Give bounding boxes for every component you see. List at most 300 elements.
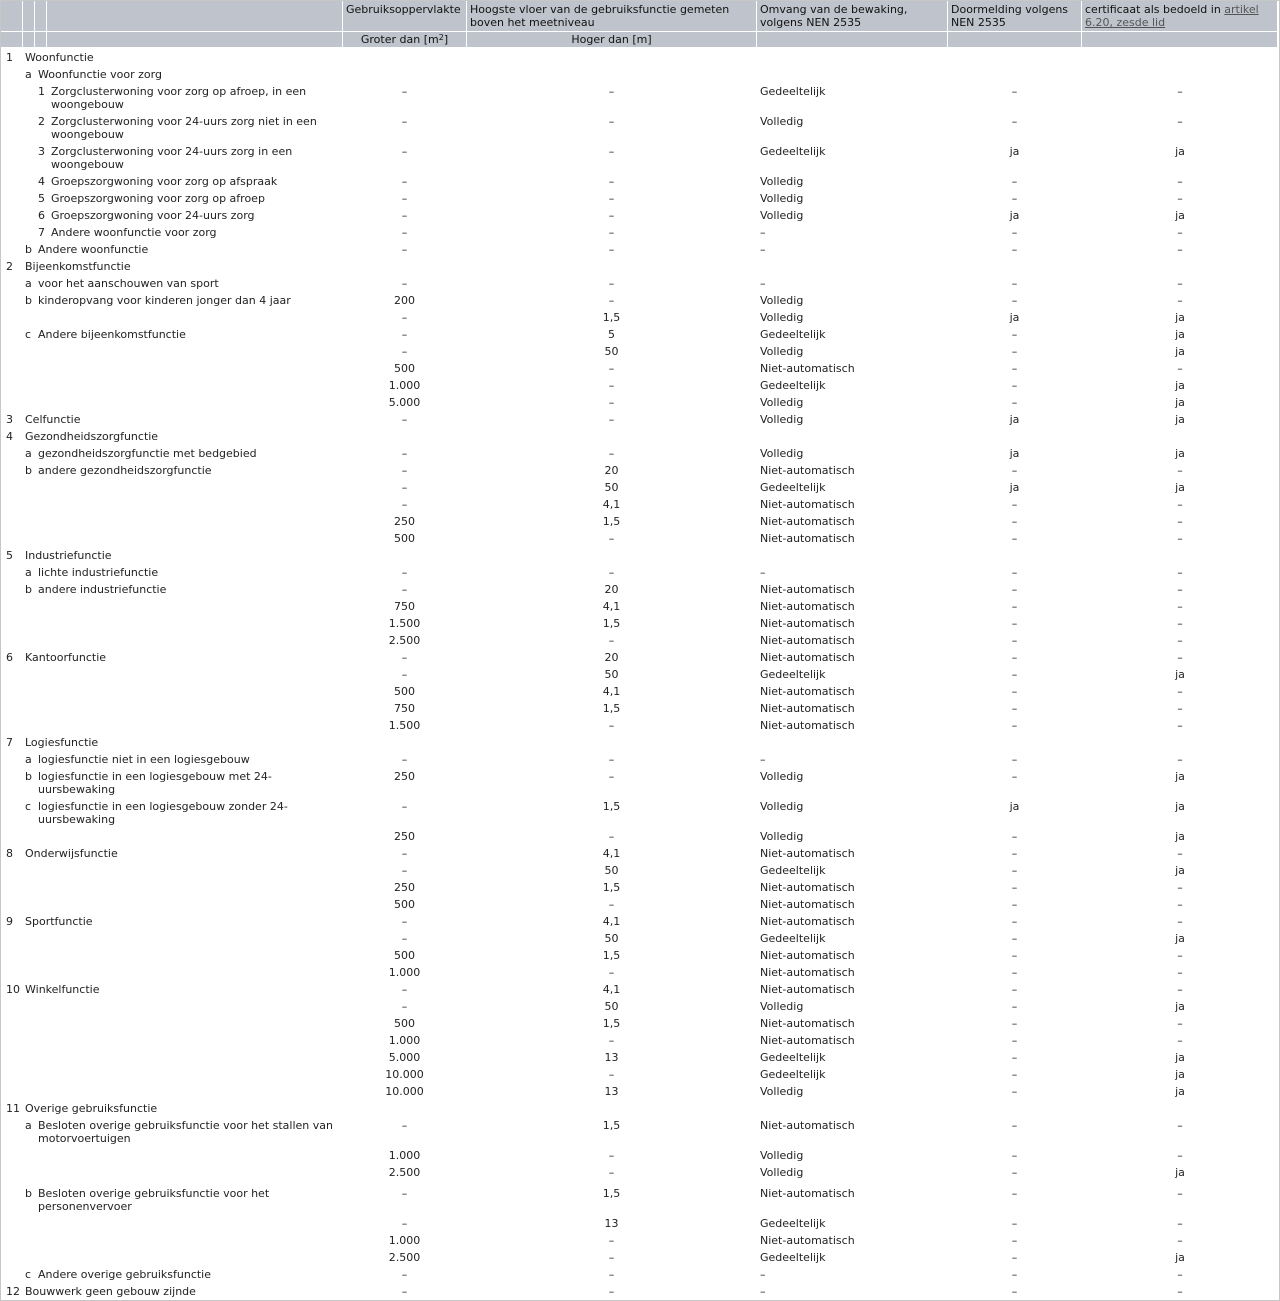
cell-omvang-bewaking: Niet-automatisch: [760, 583, 855, 596]
cell-gebruiksoppervlakte: –: [401, 209, 408, 222]
cell-certificaat: –: [1177, 115, 1183, 128]
cell-certificaat: ja: [1175, 328, 1185, 341]
cell-omvang-bewaking: Niet-automatisch: [760, 949, 855, 962]
subheader-blank-6: [948, 32, 1081, 47]
subheader-unit-text: Groter dan [m: [360, 33, 439, 46]
cell-omvang-bewaking: Gedeeltelijk: [760, 864, 826, 877]
cell-certificaat: –: [1177, 847, 1183, 860]
cell-certificaat: ja: [1175, 413, 1185, 426]
cell-gebruiksoppervlakte: 250: [394, 830, 415, 843]
cell-hoogste-vloer: –: [608, 115, 615, 128]
cell-hoogste-vloer: 5: [608, 328, 615, 341]
cell-doormelding: –: [1011, 277, 1018, 290]
row-number: b: [25, 583, 32, 596]
cell-omvang-bewaking: Volledig: [760, 1166, 804, 1179]
row-label: Gezondheidszorgfunctie: [25, 430, 159, 443]
cell-doormelding: ja: [1009, 447, 1020, 460]
cell-gebruiksoppervlakte: –: [401, 345, 408, 358]
row-label: Groepszorgwoning voor zorg op afroep: [51, 192, 265, 205]
row-number: a: [25, 566, 32, 579]
row-label: kinderopvang voor kinderen jonger dan 4 jaar: [38, 294, 291, 307]
cell-doormelding: –: [1011, 770, 1018, 783]
row-number: 3: [6, 413, 13, 426]
cell-omvang-bewaking: Volledig: [760, 345, 804, 358]
cell-certificaat: –: [1177, 226, 1183, 239]
row-number: 9: [6, 915, 13, 928]
cell-gebruiksoppervlakte: 250: [394, 515, 415, 528]
cell-gebruiksoppervlakte: 1.000: [388, 379, 421, 392]
cell-certificaat: –: [1177, 498, 1183, 511]
cell-doormelding: –: [1011, 85, 1018, 98]
row-label: gezondheidszorgfunctie met bedgebied: [38, 447, 257, 460]
cell-gebruiksoppervlakte: –: [401, 115, 408, 128]
cell-certificaat: –: [1177, 949, 1183, 962]
row-number: b: [25, 464, 32, 477]
cell-certificaat: –: [1177, 702, 1183, 715]
cell-gebruiksoppervlakte: –: [401, 915, 408, 928]
cell-doormelding: –: [1011, 915, 1018, 928]
cell-omvang-bewaking: Niet-automatisch: [760, 847, 855, 860]
cell-omvang-bewaking: –: [760, 1285, 766, 1298]
cell-certificaat: –: [1177, 532, 1183, 545]
row-label: Groepszorgwoning voor zorg op afspraak: [51, 175, 278, 188]
cell-gebruiksoppervlakte: 5.000: [388, 1051, 421, 1064]
cell-certificaat: –: [1177, 983, 1183, 996]
cell-omvang-bewaking: Niet-automatisch: [760, 1017, 855, 1030]
cell-hoogste-vloer: –: [608, 966, 615, 979]
cell-gebruiksoppervlakte: –: [401, 498, 408, 511]
cell-doormelding: –: [1011, 532, 1018, 545]
cell-doormelding: ja: [1009, 413, 1020, 426]
cell-gebruiksoppervlakte: –: [401, 243, 408, 256]
subheader-hoger-text: Hoger dan [m]: [571, 33, 652, 46]
cell-certificaat: ja: [1175, 1166, 1185, 1179]
cell-gebruiksoppervlakte: 2.500: [388, 1251, 421, 1264]
cell-doormelding: –: [1011, 226, 1018, 239]
cell-omvang-bewaking: Gedeeltelijk: [760, 481, 826, 494]
cell-doormelding: –: [1011, 192, 1018, 205]
cell-hoogste-vloer: 1,5: [602, 702, 621, 715]
cell-doormelding: –: [1011, 1051, 1018, 1064]
cell-hoogste-vloer: –: [608, 145, 615, 158]
cell-doormelding: –: [1011, 498, 1018, 511]
cell-gebruiksoppervlakte: –: [401, 447, 408, 460]
cell-gebruiksoppervlakte: –: [401, 1000, 408, 1013]
cell-hoogste-vloer: 4,1: [602, 983, 621, 996]
artikel-link[interactable]: artikel 6.20, zesde lid: [1085, 3, 1259, 29]
cell-certificaat: ja: [1175, 770, 1185, 783]
row-label: Woonfunctie voor zorg: [38, 68, 162, 81]
row-label: Groepszorgwoning voor 24-uurs zorg: [51, 209, 255, 222]
row-label: logiesfunctie niet in een logiesgebouw: [38, 753, 250, 766]
cell-certificaat: –: [1177, 915, 1183, 928]
cell-certificaat: –: [1177, 634, 1183, 647]
header-blank-4: [47, 1, 342, 31]
cell-gebruiksoppervlakte: –: [401, 583, 408, 596]
cell-hoogste-vloer: –: [608, 175, 615, 188]
cell-gebruiksoppervlakte: –: [401, 651, 408, 664]
cell-hoogste-vloer: 13: [604, 1051, 619, 1064]
cell-doormelding: –: [1011, 464, 1018, 477]
cell-hoogste-vloer: 50: [604, 1000, 619, 1013]
cell-certificaat: –: [1177, 362, 1183, 375]
cell-doormelding: –: [1011, 685, 1018, 698]
cell-certificaat: –: [1177, 1119, 1183, 1132]
cell-certificaat: –: [1177, 294, 1183, 307]
row-number: 4: [6, 430, 13, 443]
cell-hoogste-vloer: –: [608, 566, 615, 579]
cell-certificaat: –: [1177, 881, 1183, 894]
cell-gebruiksoppervlakte: –: [401, 192, 408, 205]
row-label: logiesfunctie in een logiesgebouw zonder 24-uursbewaking: [38, 800, 288, 826]
cell-certificaat: ja: [1175, 932, 1185, 945]
row-label: Besloten overige gebruiksfunctie voor het stallen van motorvoertuigen: [38, 1119, 333, 1145]
cell-hoogste-vloer: –: [608, 898, 615, 911]
cell-hoogste-vloer: –: [608, 362, 615, 375]
cell-certificaat: –: [1177, 753, 1183, 766]
cell-hoogste-vloer: 1,5: [602, 881, 621, 894]
row-label: Andere bijeenkomstfunctie: [38, 328, 186, 341]
cell-doormelding: –: [1011, 634, 1018, 647]
row-number: 7: [38, 226, 45, 239]
cell-hoogste-vloer: –: [608, 1034, 615, 1047]
cell-hoogste-vloer: –: [608, 447, 615, 460]
cell-omvang-bewaking: Gedeeltelijk: [760, 85, 826, 98]
subheader-blank-7: [1082, 32, 1277, 47]
cell-certificaat: ja: [1175, 481, 1185, 494]
cell-omvang-bewaking: Niet-automatisch: [760, 966, 855, 979]
cell-hoogste-vloer: 50: [604, 932, 619, 945]
subheader-blank-2: [23, 32, 34, 47]
header-doormelding: [948, 1, 1081, 31]
cell-hoogste-vloer: 4,1: [602, 847, 621, 860]
cell-hoogste-vloer: 20: [604, 464, 619, 477]
cell-doormelding: –: [1011, 583, 1018, 596]
cell-certificaat: –: [1177, 1187, 1183, 1200]
cell-gebruiksoppervlakte: –: [401, 932, 408, 945]
cell-gebruiksoppervlakte: –: [401, 85, 408, 98]
cell-hoogste-vloer: –: [608, 830, 615, 843]
cell-certificaat: –: [1177, 1149, 1183, 1162]
cell-omvang-bewaking: Volledig: [760, 1149, 804, 1162]
cell-omvang-bewaking: Niet-automatisch: [760, 464, 855, 477]
cell-doormelding: –: [1011, 1149, 1018, 1162]
cell-gebruiksoppervlakte: –: [401, 800, 408, 813]
cell-omvang-bewaking: Niet-automatisch: [760, 617, 855, 630]
cell-certificaat: –: [1177, 243, 1183, 256]
cell-omvang-bewaking: Niet-automatisch: [760, 1187, 855, 1200]
cell-gebruiksoppervlakte: 500: [394, 685, 415, 698]
cell-certificaat: –: [1177, 1268, 1183, 1281]
cell-gebruiksoppervlakte: –: [401, 1217, 408, 1230]
cell-certificaat: –: [1177, 898, 1183, 911]
cell-omvang-bewaking: Niet-automatisch: [760, 898, 855, 911]
cell-gebruiksoppervlakte: 750: [394, 600, 415, 613]
cell-hoogste-vloer: 20: [604, 583, 619, 596]
cell-doormelding: –: [1011, 1119, 1018, 1132]
cell-certificaat: –: [1177, 277, 1183, 290]
cell-doormelding: –: [1011, 898, 1018, 911]
cell-hoogste-vloer: 13: [604, 1217, 619, 1230]
cell-omvang-bewaking: Volledig: [760, 1000, 804, 1013]
cell-certificaat: ja: [1175, 1251, 1185, 1264]
cell-omvang-bewaking: Volledig: [760, 413, 804, 426]
cell-certificaat: ja: [1175, 668, 1185, 681]
row-label: Bijeenkomstfunctie: [25, 260, 131, 273]
cell-hoogste-vloer: –: [608, 192, 615, 205]
cell-doormelding: –: [1011, 617, 1018, 630]
cell-gebruiksoppervlakte: –: [401, 864, 408, 877]
cell-omvang-bewaking: –: [760, 243, 766, 256]
cell-omvang-bewaking: –: [760, 753, 766, 766]
cell-hoogste-vloer: 50: [604, 345, 619, 358]
row-label: Andere overige gebruiksfunctie: [38, 1268, 212, 1281]
cell-doormelding: –: [1011, 379, 1018, 392]
cell-certificaat: –: [1177, 583, 1183, 596]
cell-certificaat: –: [1177, 566, 1183, 579]
cell-certificaat: –: [1177, 1017, 1183, 1030]
cell-omvang-bewaking: Gedeeltelijk: [760, 1051, 826, 1064]
cell-gebruiksoppervlakte: 1.000: [388, 1034, 421, 1047]
cell-hoogste-vloer: 1,5: [602, 515, 621, 528]
cell-omvang-bewaking: Volledig: [760, 396, 804, 409]
cell-doormelding: –: [1011, 1251, 1018, 1264]
row-number: a: [25, 753, 32, 766]
cell-omvang-bewaking: Volledig: [760, 800, 804, 813]
cell-gebruiksoppervlakte: 750: [394, 702, 415, 715]
cell-gebruiksoppervlakte: 1.500: [388, 617, 421, 630]
cell-certificaat: ja: [1175, 209, 1185, 222]
cell-gebruiksoppervlakte: –: [401, 566, 408, 579]
cell-hoogste-vloer: –: [608, 243, 615, 256]
subheader-blank-1: [1, 32, 22, 47]
cell-omvang-bewaking: Volledig: [760, 830, 804, 843]
cell-certificaat: ja: [1175, 396, 1185, 409]
row-label: lichte industriefunctie: [38, 566, 159, 579]
cell-doormelding: –: [1011, 864, 1018, 877]
cell-hoogste-vloer: –: [608, 209, 615, 222]
cell-gebruiksoppervlakte: –: [401, 668, 408, 681]
cell-hoogste-vloer: 4,1: [602, 915, 621, 928]
header-hoogste-vloer: [467, 1, 756, 31]
cell-certificaat: ja: [1175, 800, 1185, 813]
cell-doormelding: –: [1011, 847, 1018, 860]
row-label: Zorgclusterwoning voor zorg op afroep, in een woongebouw: [51, 85, 307, 111]
cell-hoogste-vloer: –: [608, 719, 615, 732]
cell-hoogste-vloer: 50: [604, 864, 619, 877]
cell-certificaat: ja: [1175, 1068, 1185, 1081]
cell-omvang-bewaking: Gedeeltelijk: [760, 1251, 826, 1264]
cell-certificaat: ja: [1175, 345, 1185, 358]
cell-gebruiksoppervlakte: 1.000: [388, 1149, 421, 1162]
cell-hoogste-vloer: 1,5: [602, 311, 621, 324]
cell-gebruiksoppervlakte: –: [401, 1268, 408, 1281]
cell-doormelding: –: [1011, 1000, 1018, 1013]
cell-hoogste-vloer: 1,5: [602, 800, 621, 813]
cell-doormelding: –: [1011, 600, 1018, 613]
row-number: 6: [38, 209, 45, 222]
cell-omvang-bewaking: Niet-automatisch: [760, 719, 855, 732]
cell-certificaat: –: [1177, 1034, 1183, 1047]
cell-gebruiksoppervlakte: 500: [394, 949, 415, 962]
cell-certificaat: –: [1177, 85, 1183, 98]
cell-hoogste-vloer: 50: [604, 668, 619, 681]
cell-hoogste-vloer: –: [608, 1149, 615, 1162]
cell-gebruiksoppervlakte: 1.500: [388, 719, 421, 732]
cell-omvang-bewaking: Niet-automatisch: [760, 1034, 855, 1047]
cell-gebruiksoppervlakte: 250: [394, 881, 415, 894]
row-label: Overige gebruiksfunctie: [25, 1102, 158, 1115]
cell-certificaat: –: [1177, 651, 1183, 664]
row-number: 6: [6, 651, 13, 664]
row-number: 5: [38, 192, 45, 205]
cell-hoogste-vloer: –: [608, 532, 615, 545]
cell-omvang-bewaking: Niet-automatisch: [760, 1234, 855, 1247]
cell-hoogste-vloer: –: [608, 1234, 615, 1247]
cell-hoogste-vloer: –: [608, 634, 615, 647]
cell-doormelding: –: [1011, 668, 1018, 681]
cell-doormelding: –: [1011, 1166, 1018, 1179]
cell-omvang-bewaking: –: [760, 1268, 766, 1281]
cell-gebruiksoppervlakte: 200: [394, 294, 415, 307]
cell-doormelding: –: [1011, 243, 1018, 256]
row-label: Industriefunctie: [25, 549, 112, 562]
cell-certificaat: ja: [1175, 864, 1185, 877]
row-number: b: [25, 294, 32, 307]
cell-doormelding: –: [1011, 1217, 1018, 1230]
cell-doormelding: ja: [1009, 145, 1020, 158]
cell-doormelding: –: [1011, 115, 1018, 128]
cell-gebruiksoppervlakte: 10.000: [385, 1085, 424, 1098]
cell-hoogste-vloer: –: [608, 753, 615, 766]
cell-certificaat: –: [1177, 1217, 1183, 1230]
cell-gebruiksoppervlakte: –: [401, 328, 408, 341]
row-label: Besloten overige gebruiksfunctie voor het personenvervoer: [38, 1187, 270, 1213]
row-label: Andere woonfunctie: [38, 243, 149, 256]
cell-gebruiksoppervlakte: –: [401, 1285, 408, 1298]
header-col2-label: Hoogste vloer van de gebruiksfunctie gemeten boven het meetniveau: [470, 3, 730, 29]
cell-omvang-bewaking: Gedeeltelijk: [760, 932, 826, 945]
cell-gebruiksoppervlakte: –: [401, 753, 408, 766]
subheader-unit-end: ]: [443, 33, 449, 46]
header-col5-label: certificaat als bedoeld in: [1085, 3, 1225, 16]
cell-doormelding: –: [1011, 1034, 1018, 1047]
cell-hoogste-vloer: 1,5: [602, 617, 621, 630]
row-label: Zorgclusterwoning voor 24-uurs zorg niet in een woongebouw: [51, 115, 317, 141]
row-number: b: [25, 1187, 32, 1200]
subheader-blank-3: [35, 32, 46, 47]
cell-omvang-bewaking: Volledig: [760, 115, 804, 128]
cell-hoogste-vloer: –: [608, 1268, 615, 1281]
cell-gebruiksoppervlakte: –: [401, 1119, 408, 1132]
cell-omvang-bewaking: Niet-automatisch: [760, 515, 855, 528]
cell-gebruiksoppervlakte: –: [401, 847, 408, 860]
cell-certificaat: –: [1177, 719, 1183, 732]
row-number: a: [25, 1119, 32, 1132]
row-label: Woonfunctie: [25, 51, 94, 64]
cell-doormelding: –: [1011, 966, 1018, 979]
cell-omvang-bewaking: Gedeeltelijk: [760, 328, 826, 341]
cell-certificaat: ja: [1175, 830, 1185, 843]
cell-doormelding: –: [1011, 702, 1018, 715]
cell-omvang-bewaking: Gedeeltelijk: [760, 1217, 826, 1230]
cell-gebruiksoppervlakte: –: [401, 1187, 408, 1200]
cell-omvang-bewaking: Niet-automatisch: [760, 634, 855, 647]
cell-certificaat: –: [1177, 175, 1183, 188]
cell-doormelding: –: [1011, 1234, 1018, 1247]
cell-certificaat: –: [1177, 966, 1183, 979]
cell-omvang-bewaking: Volledig: [760, 192, 804, 205]
cell-omvang-bewaking: –: [760, 277, 766, 290]
cell-omvang-bewaking: Volledig: [760, 209, 804, 222]
cell-doormelding: –: [1011, 881, 1018, 894]
cell-doormelding: –: [1011, 1068, 1018, 1081]
cell-gebruiksoppervlakte: 2.500: [388, 634, 421, 647]
cell-omvang-bewaking: Niet-automatisch: [760, 881, 855, 894]
cell-doormelding: –: [1011, 566, 1018, 579]
row-number: c: [25, 1268, 32, 1281]
row-number: 7: [6, 736, 13, 749]
row-number: 8: [6, 847, 13, 860]
cell-omvang-bewaking: Niet-automatisch: [760, 1119, 855, 1132]
header-omvang-bewaking: [757, 1, 947, 31]
row-label: Bouwwerk geen gebouw zijnde: [25, 1285, 196, 1298]
header-blank-1: [1, 1, 22, 31]
cell-certificaat: ja: [1175, 145, 1185, 158]
cell-certificaat: –: [1177, 1285, 1183, 1298]
cell-hoogste-vloer: –: [608, 379, 615, 392]
row-number: 10: [6, 983, 20, 996]
cell-hoogste-vloer: –: [608, 1285, 615, 1298]
cell-hoogste-vloer: 4,1: [602, 685, 621, 698]
cell-doormelding: ja: [1009, 481, 1020, 494]
cell-doormelding: –: [1011, 328, 1018, 341]
cell-doormelding: –: [1011, 1285, 1018, 1298]
row-label: Andere woonfunctie voor zorg: [51, 226, 217, 239]
cell-omvang-bewaking: Gedeeltelijk: [760, 1068, 826, 1081]
cell-doormelding: ja: [1009, 800, 1020, 813]
row-number: 5: [6, 549, 13, 562]
cell-certificaat: –: [1177, 1234, 1183, 1247]
cell-doormelding: –: [1011, 1017, 1018, 1030]
cell-doormelding: –: [1011, 1268, 1018, 1281]
row-label: Celfunctie: [25, 413, 81, 426]
cell-omvang-bewaking: Niet-automatisch: [760, 915, 855, 928]
cell-hoogste-vloer: –: [608, 226, 615, 239]
cell-omvang-bewaking: Niet-automatisch: [760, 702, 855, 715]
cell-certificaat: ja: [1175, 311, 1185, 324]
cell-hoogste-vloer: 50: [604, 481, 619, 494]
row-number: b: [25, 770, 32, 783]
cell-omvang-bewaking: Niet-automatisch: [760, 685, 855, 698]
cell-doormelding: –: [1011, 949, 1018, 962]
cell-hoogste-vloer: –: [608, 770, 615, 783]
cell-gebruiksoppervlakte: 1.000: [388, 966, 421, 979]
header-blank-3: [35, 1, 46, 31]
cell-omvang-bewaking: Niet-automatisch: [760, 600, 855, 613]
row-label: Logiesfunctie: [25, 736, 99, 749]
header-col1-label: Gebruiksoppervlakte: [346, 3, 461, 16]
cell-omvang-bewaking: Niet-automatisch: [760, 532, 855, 545]
cell-hoogste-vloer: –: [608, 396, 615, 409]
cell-hoogste-vloer: –: [608, 413, 615, 426]
cell-certificaat: ja: [1175, 1000, 1185, 1013]
cell-hoogste-vloer: –: [608, 1068, 615, 1081]
cell-certificaat: –: [1177, 617, 1183, 630]
cell-doormelding: –: [1011, 345, 1018, 358]
header-certificaat: [1082, 1, 1277, 31]
subheader-hoger-dan: [467, 32, 756, 47]
